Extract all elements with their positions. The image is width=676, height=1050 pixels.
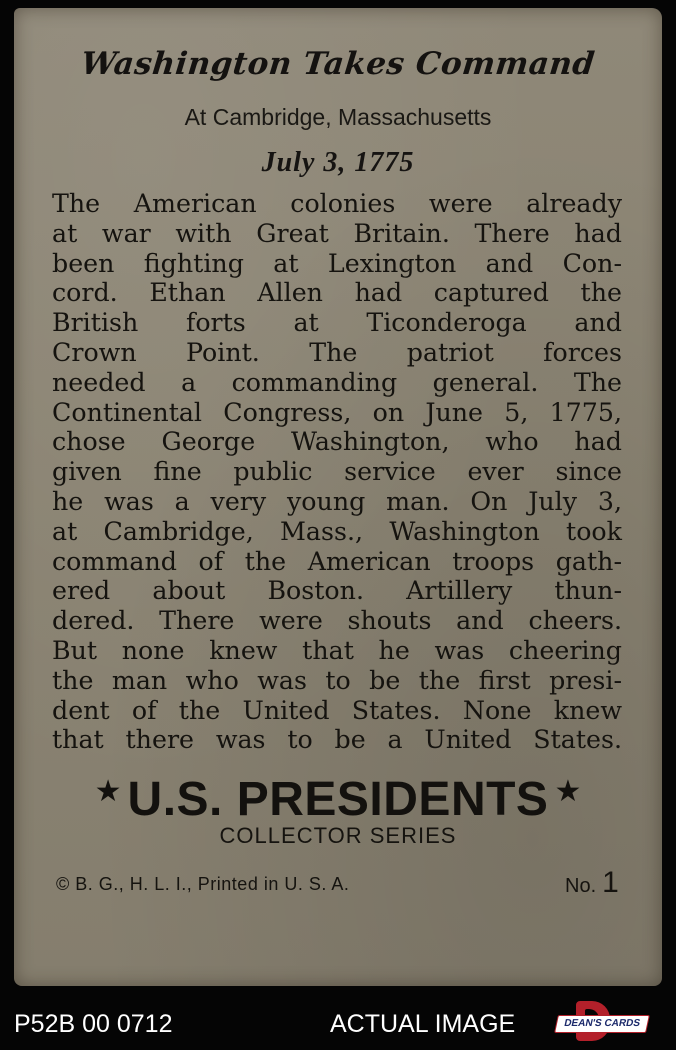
series-heading	[14, 772, 662, 827]
star-icon: ★	[94, 774, 122, 809]
star-icon: ★	[554, 774, 582, 809]
deans-cards-logo	[556, 1001, 648, 1045]
body-line: Crown Point. The patriot forces	[52, 337, 622, 367]
card-body-text	[52, 189, 622, 755]
cert-number: P52B 00 0712	[14, 1010, 173, 1038]
body-line: ered about Boston. Artillery thun-	[52, 576, 622, 606]
body-line: chose George Washington, who had	[52, 427, 622, 457]
body-line: cord. Ethan Allen had captured the	[52, 278, 622, 308]
body-line: the man who was to be the first presi-	[52, 665, 622, 695]
card-number	[565, 866, 619, 900]
body-line: needed a commanding general. The	[52, 367, 622, 397]
card-date: July 3, 1775	[261, 147, 415, 178]
logo-banner: DEAN'S CARDS	[554, 1015, 650, 1033]
body-line: command of the American troops gath-	[52, 546, 622, 576]
body-line: that there was to be a United States.	[52, 725, 622, 755]
body-line: dered. There were shouts and cheers.	[52, 606, 622, 636]
body-line: been fighting at Lexington and Con-	[52, 248, 622, 278]
body-line: The American colonies were already	[52, 189, 622, 218]
body-line: dent of the United States. None knew	[52, 695, 622, 725]
card-subtitle: At Cambridge, Massachusetts	[184, 104, 492, 130]
card-title: Washington Takes Command	[79, 46, 597, 82]
body-line: at war with Great Britain. There had	[52, 218, 622, 248]
body-line: he was a very young man. On July 3,	[52, 486, 622, 516]
series-name: U.S. PRESIDENTS	[127, 773, 549, 826]
body-line: Continental Congress, on June 5, 1775,	[52, 397, 622, 427]
card-number-label: No.	[565, 875, 597, 897]
trading-card-back	[14, 8, 662, 986]
copyright-notice: © B. G., H. L. I., Printed in U. S. A.	[56, 874, 350, 894]
body-line: given fine public service ever since	[52, 457, 622, 487]
series-subtitle: COLLECTOR SERIES	[219, 823, 457, 848]
card-number-value: 1	[602, 866, 619, 899]
body-line: But none knew that he was cheering	[52, 635, 622, 665]
actual-image-label: ACTUAL IMAGE	[330, 1010, 516, 1038]
body-line: British forts at Ticonderoga and	[52, 308, 622, 338]
body-line: at Cambridge, Mass., Washington took	[52, 516, 622, 546]
